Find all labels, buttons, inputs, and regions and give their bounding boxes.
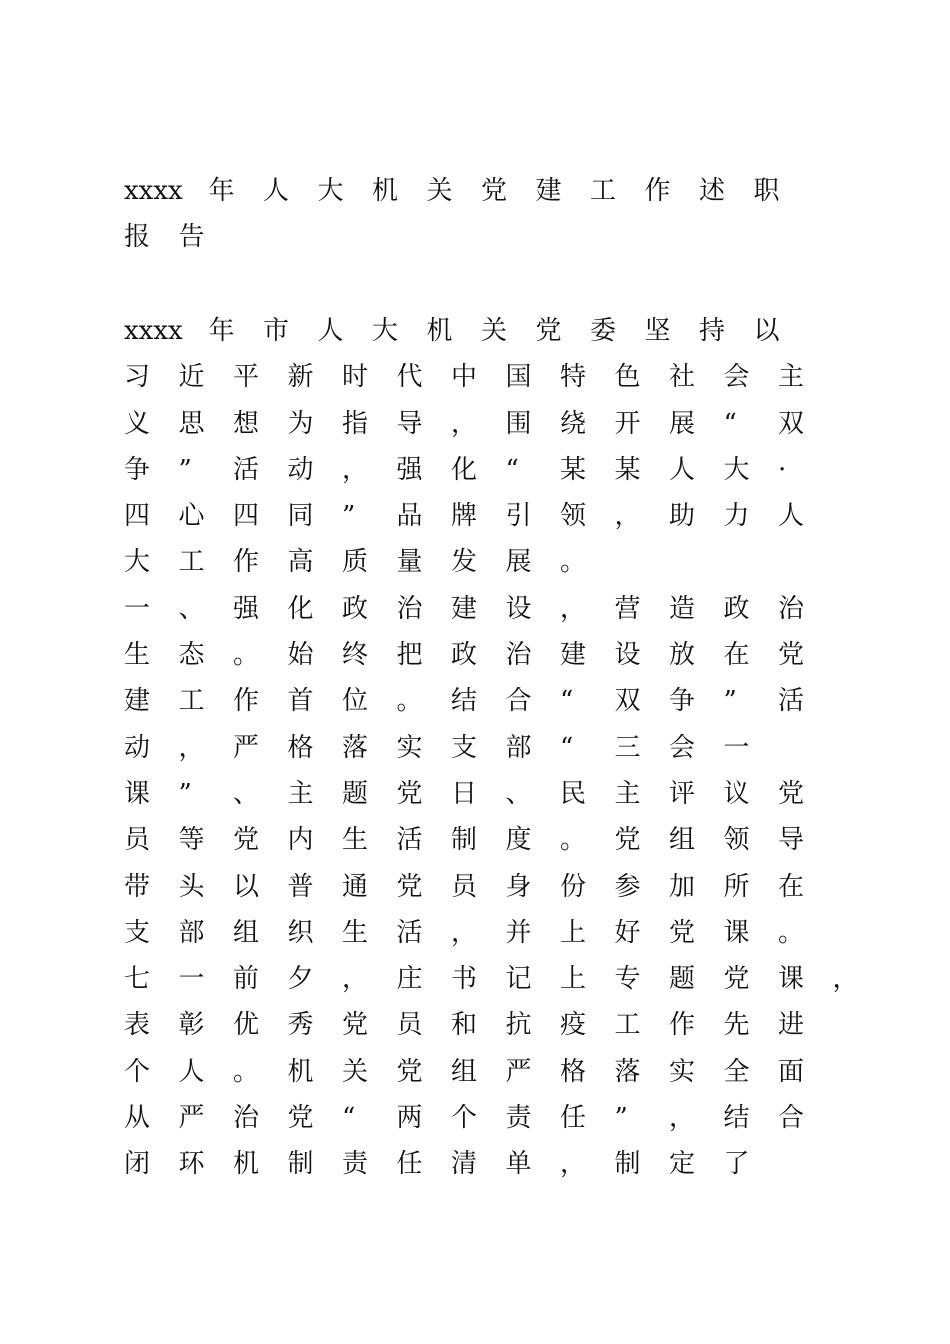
line-character: 、 — [233, 778, 260, 809]
line-character: 领 — [723, 825, 750, 856]
body-line — [124, 586, 824, 632]
line-character: 民 — [560, 778, 587, 809]
line-character: 工 — [614, 1010, 641, 1041]
line-character: 政 — [451, 640, 478, 671]
line-character: 课 — [723, 917, 750, 948]
line-character: 严 — [178, 1103, 205, 1134]
line-character: 态 — [178, 640, 205, 671]
line-character: 党 — [287, 1103, 314, 1134]
line-character: 大 — [723, 454, 750, 485]
line-character: 品 — [396, 501, 423, 532]
line-character: 建 — [124, 686, 151, 717]
line-character: 结 — [451, 686, 478, 717]
line-character: 委 — [590, 316, 617, 346]
line-character: 力 — [723, 501, 750, 532]
line-character: 疫 — [560, 1010, 587, 1041]
line-character: 。 — [233, 1056, 260, 1087]
line-character: ” — [178, 454, 192, 485]
line-character: ， — [614, 501, 641, 532]
line-character: 责 — [505, 1103, 532, 1134]
line-character: 参 — [614, 871, 641, 902]
line-character: 并 — [505, 917, 532, 948]
line-character: 绕 — [560, 408, 587, 439]
line-character: 治 — [778, 593, 805, 624]
line-character: 设 — [614, 640, 641, 671]
line-character: 会 — [723, 362, 750, 393]
line-character: ， — [451, 917, 478, 948]
line-character: 内 — [287, 825, 314, 856]
document-title — [124, 168, 814, 261]
line-character: 关 — [342, 1056, 369, 1087]
line-character: 想 — [233, 408, 260, 439]
body-line — [124, 864, 824, 910]
line-character: 从 — [124, 1103, 151, 1134]
line-character: ， — [178, 732, 205, 763]
line-character: 、 — [505, 778, 532, 809]
line-character: 部 — [178, 917, 205, 948]
line-character: “ — [723, 408, 737, 439]
line-character: 抗 — [505, 1010, 532, 1041]
line-character: 机 — [426, 316, 453, 346]
line-character: 大 — [124, 547, 151, 578]
line-character: 课 — [778, 964, 805, 995]
line-character: 制 — [451, 825, 478, 856]
line-character: 严 — [233, 732, 260, 763]
line-character: 牌 — [451, 501, 478, 532]
line-character: 机 — [287, 1056, 314, 1087]
line-character: 了 — [723, 1149, 750, 1180]
line-character: 在 — [778, 871, 805, 902]
line-character: 优 — [233, 1010, 260, 1041]
line-character: 发 — [451, 547, 478, 578]
line-character: 持 — [699, 316, 726, 346]
line-character: 告 — [178, 222, 205, 253]
line-character: 生 — [342, 825, 369, 856]
line-character: 身 — [505, 871, 532, 902]
line-character: xxxx — [124, 316, 183, 346]
line-character: 实 — [669, 1056, 696, 1087]
line-character: 组 — [451, 1056, 478, 1087]
line-character: 生 — [342, 917, 369, 948]
line-character: 党 — [396, 778, 423, 809]
line-character: 党 — [535, 316, 562, 346]
line-character: 个 — [124, 1056, 151, 1087]
line-character: 争 — [124, 454, 151, 485]
line-character: 某 — [614, 454, 641, 485]
line-character: 关 — [481, 316, 508, 346]
line-character: 展 — [505, 547, 532, 578]
line-character: 围 — [505, 408, 532, 439]
line-character: 定 — [669, 1149, 696, 1180]
line-character: 议 — [723, 778, 750, 809]
line-character: 个 — [451, 1103, 478, 1134]
line-character: 全 — [723, 1056, 750, 1087]
line-character: 等 — [178, 825, 205, 856]
line-character: 指 — [342, 408, 369, 439]
line-character: 动 — [287, 454, 314, 485]
line-character: 造 — [669, 593, 696, 624]
line-character: 把 — [396, 640, 423, 671]
line-character: 一 — [178, 964, 205, 995]
line-character: 述 — [699, 176, 726, 206]
line-character: 主 — [614, 778, 641, 809]
line-character: 习 — [124, 362, 151, 393]
line-character: 党 — [396, 871, 423, 902]
line-character: 国 — [505, 362, 532, 393]
line-character: 心 — [178, 501, 205, 532]
line-character: 关 — [426, 176, 453, 206]
line-character: 治 — [396, 593, 423, 624]
body-line — [124, 1002, 824, 1048]
line-character: 化 — [287, 593, 314, 624]
line-character: 领 — [560, 501, 587, 532]
line-character: 为 — [287, 408, 314, 439]
line-character: 组 — [233, 917, 260, 948]
body-line — [124, 771, 824, 817]
line-character: 量 — [396, 547, 423, 578]
line-character: 会 — [669, 732, 696, 763]
line-character: 活 — [778, 686, 805, 717]
line-character: 面 — [778, 1056, 805, 1087]
line-character: 代 — [396, 362, 423, 393]
line-character: “ — [505, 454, 519, 485]
line-character: 作 — [669, 1010, 696, 1041]
line-character: 通 — [342, 871, 369, 902]
body-line — [124, 817, 824, 863]
body-line — [124, 539, 824, 585]
line-character: 度 — [505, 825, 532, 856]
line-character: 作 — [233, 686, 260, 717]
line-character: 大 — [372, 316, 399, 346]
line-character: 部 — [505, 732, 532, 763]
line-character: 党 — [778, 640, 805, 671]
line-character: 合 — [505, 686, 532, 717]
line-character: 落 — [614, 1056, 641, 1087]
line-character: “ — [560, 732, 574, 763]
line-character: 特 — [560, 362, 587, 393]
line-character: 建 — [451, 593, 478, 624]
line-character: 中 — [451, 362, 478, 393]
line-character: 格 — [560, 1056, 587, 1087]
line-character: 治 — [505, 640, 532, 671]
line-character: 党 — [669, 917, 696, 948]
line-character: 设 — [505, 593, 532, 624]
line-character: 党 — [396, 1056, 423, 1087]
line-character: 时 — [342, 362, 369, 393]
line-character: 秀 — [287, 1010, 314, 1041]
line-character: 任 — [396, 1149, 423, 1180]
line-character: 作 — [233, 547, 260, 578]
line-character: 营 — [614, 593, 641, 624]
line-character: 双 — [778, 408, 805, 439]
line-character: 工 — [590, 176, 617, 206]
line-character: 一 — [723, 732, 750, 763]
line-character: 生 — [124, 640, 151, 671]
line-character: 一 — [124, 593, 151, 624]
line-character: 放 — [669, 640, 696, 671]
line-character: 党 — [233, 825, 260, 856]
line-character: 人 — [778, 501, 805, 532]
line-character: 始 — [287, 640, 314, 671]
line-character: 平 — [233, 362, 260, 393]
line-character: 员 — [396, 1010, 423, 1041]
line-character: 。 — [560, 547, 587, 578]
line-character: 思 — [178, 408, 205, 439]
line-character: 主 — [778, 362, 805, 393]
line-character: 在 — [723, 640, 750, 671]
line-character: 环 — [178, 1149, 205, 1180]
line-character: 以 — [753, 316, 780, 346]
line-character: ， — [669, 1103, 696, 1134]
line-character: 党 — [342, 1010, 369, 1041]
line-character: 四 — [124, 501, 151, 532]
line-character: 工 — [178, 547, 205, 578]
body-line — [124, 308, 824, 354]
line-character: 助 — [669, 501, 696, 532]
line-character: 日 — [451, 778, 478, 809]
line-character: 严 — [505, 1056, 532, 1087]
line-character: 进 — [778, 1010, 805, 1041]
line-character: 三 — [614, 732, 641, 763]
line-character: 落 — [342, 732, 369, 763]
line-character: 治 — [233, 1103, 260, 1134]
line-character: “ — [342, 1103, 356, 1134]
line-character: 记 — [505, 964, 532, 995]
line-character: 义 — [124, 408, 151, 439]
line-character: ， — [342, 964, 369, 995]
line-character: 彰 — [178, 1010, 205, 1041]
line-character: 开 — [614, 408, 641, 439]
line-character: 员 — [451, 871, 478, 902]
line-character: 带 — [124, 871, 151, 902]
line-character: 报 — [124, 222, 151, 253]
body-line — [124, 1095, 824, 1141]
body-line — [124, 1049, 824, 1095]
line-character: 导 — [778, 825, 805, 856]
line-character: 活 — [396, 825, 423, 856]
line-character: 终 — [342, 640, 369, 671]
line-character: 职 — [753, 176, 780, 206]
line-character: 年 — [208, 316, 235, 346]
line-character: ” — [723, 686, 737, 717]
line-character: 党 — [481, 176, 508, 206]
line-character: 责 — [342, 1149, 369, 1180]
body-line — [124, 678, 824, 724]
line-character: 夕 — [287, 964, 314, 995]
line-character: 引 — [505, 501, 532, 532]
line-character: ， — [560, 1149, 587, 1180]
line-character: ” — [614, 1103, 628, 1134]
line-character: 色 — [614, 362, 641, 393]
body-line — [124, 632, 824, 678]
line-character: 党 — [778, 778, 805, 809]
line-character: 人 — [669, 454, 696, 485]
line-character: ” — [178, 778, 192, 809]
line-character: 题 — [669, 964, 696, 995]
line-character: 近 — [178, 362, 205, 393]
line-character: 作 — [644, 176, 671, 206]
line-character: 双 — [614, 686, 641, 717]
line-character: 党 — [723, 964, 750, 995]
line-character: 头 — [178, 871, 205, 902]
line-character: ， — [451, 408, 478, 439]
line-character: 加 — [669, 871, 696, 902]
line-character: 坚 — [644, 316, 671, 346]
title-line — [124, 168, 814, 214]
body-line — [124, 447, 824, 493]
line-character: 先 — [723, 1010, 750, 1041]
line-character: 。 — [778, 917, 805, 948]
line-character: 党 — [614, 825, 641, 856]
line-character: 某 — [560, 454, 587, 485]
line-character: 清 — [451, 1149, 478, 1180]
line-character: 格 — [287, 732, 314, 763]
line-character: 以 — [233, 871, 260, 902]
line-character: 评 — [669, 778, 696, 809]
line-character: 化 — [451, 454, 478, 485]
body-line — [124, 1141, 824, 1187]
line-character: 组 — [669, 825, 696, 856]
line-character: 位 — [342, 686, 369, 717]
line-character: 和 — [451, 1010, 478, 1041]
line-character: 新 — [287, 362, 314, 393]
line-character: 庄 — [396, 964, 423, 995]
line-character: 表 — [124, 1010, 151, 1041]
line-character: 专 — [614, 964, 641, 995]
line-character: 机 — [372, 176, 399, 206]
line-character: 制 — [287, 1149, 314, 1180]
body-line — [124, 493, 824, 539]
line-character: 社 — [669, 362, 696, 393]
line-character: 工 — [178, 686, 205, 717]
line-character: xxxx — [124, 176, 183, 206]
line-character: 人 — [317, 316, 344, 346]
line-character: ， — [342, 454, 369, 485]
line-character: 活 — [233, 454, 260, 485]
line-character: 上 — [560, 917, 587, 948]
line-character: 建 — [535, 176, 562, 206]
line-character: 课 — [124, 778, 151, 809]
line-character: 机 — [233, 1149, 260, 1180]
body-line — [124, 956, 859, 1002]
line-character: 实 — [396, 732, 423, 763]
line-character: 前 — [233, 964, 260, 995]
line-character: 高 — [287, 547, 314, 578]
line-character: 大 — [317, 176, 344, 206]
line-character: 制 — [614, 1149, 641, 1180]
line-character: 单 — [505, 1149, 532, 1180]
line-character: 首 — [287, 686, 314, 717]
line-character: 强 — [396, 454, 423, 485]
body-line — [124, 910, 824, 956]
line-character: ” — [342, 501, 356, 532]
line-character: 强 — [233, 593, 260, 624]
line-character: 人 — [178, 1056, 205, 1087]
line-character: 质 — [342, 547, 369, 578]
body-line — [124, 354, 824, 400]
line-character: 结 — [723, 1103, 750, 1134]
line-character: 上 — [560, 964, 587, 995]
line-character: 市 — [263, 316, 290, 346]
line-character: 。 — [396, 686, 423, 717]
line-character: 人 — [263, 176, 290, 206]
line-character: 支 — [451, 732, 478, 763]
line-character: 展 — [669, 408, 696, 439]
line-character: 年 — [208, 176, 235, 206]
line-character: 。 — [560, 825, 587, 856]
line-character: 好 — [614, 917, 641, 948]
line-character: 员 — [124, 825, 151, 856]
line-character: 两 — [396, 1103, 423, 1134]
line-character: 合 — [778, 1103, 805, 1134]
line-character: 四 — [233, 501, 260, 532]
line-character: ， — [832, 964, 859, 995]
line-character: 。 — [233, 640, 260, 671]
line-character: 政 — [723, 593, 750, 624]
line-character: 任 — [560, 1103, 587, 1134]
line-character: 活 — [396, 917, 423, 948]
line-character: 、 — [178, 593, 205, 624]
body-line — [124, 725, 824, 771]
line-character: 支 — [124, 917, 151, 948]
line-character: 争 — [669, 686, 696, 717]
title-line — [124, 214, 814, 260]
line-character: 七 — [124, 964, 151, 995]
line-character: · — [778, 454, 787, 485]
line-character: 主 — [287, 778, 314, 809]
document-body — [124, 308, 859, 1188]
line-character: ， — [560, 593, 587, 624]
line-character: 所 — [723, 871, 750, 902]
line-character: 份 — [560, 871, 587, 902]
line-character: 建 — [560, 640, 587, 671]
line-character: 织 — [287, 917, 314, 948]
line-character: 闭 — [124, 1149, 151, 1180]
body-line — [124, 401, 824, 447]
line-character: 政 — [342, 593, 369, 624]
line-character: “ — [560, 686, 574, 717]
line-character: 同 — [287, 501, 314, 532]
line-character: 导 — [396, 408, 423, 439]
line-character: 动 — [124, 732, 151, 763]
line-character: 普 — [287, 871, 314, 902]
line-character: 题 — [342, 778, 369, 809]
line-character: 书 — [451, 964, 478, 995]
